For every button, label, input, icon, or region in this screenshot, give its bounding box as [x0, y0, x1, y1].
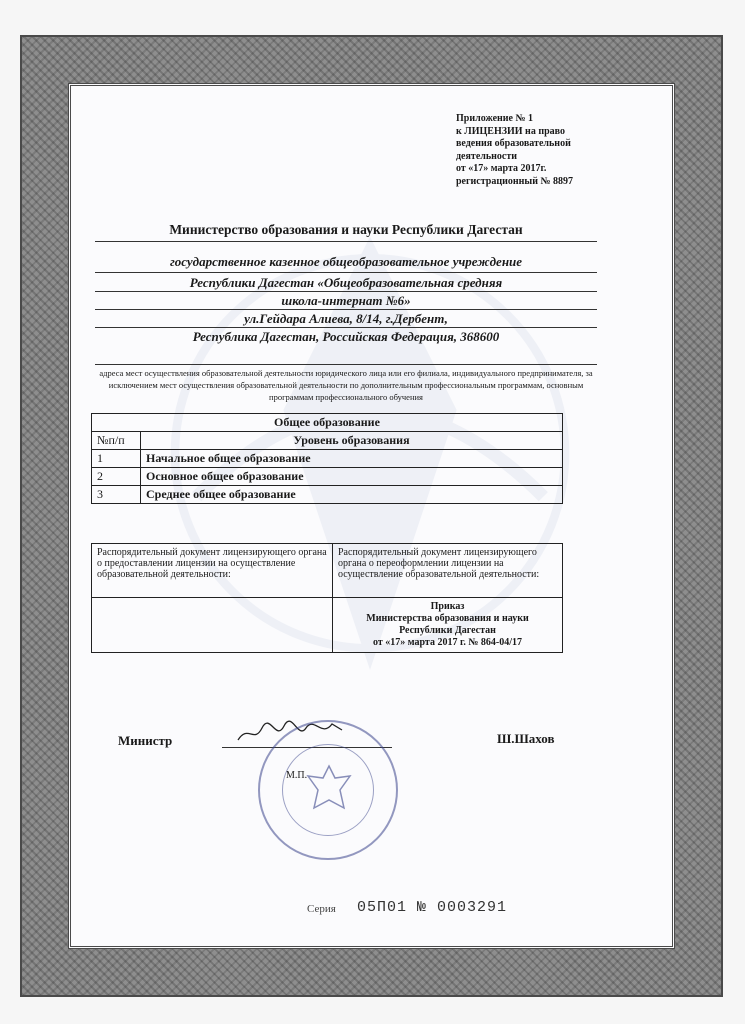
row-level: Начальное общее образование: [141, 450, 563, 468]
order-line-2: Министерства образования и науки: [366, 613, 529, 624]
signatory-name: Ш.Шахов: [497, 731, 555, 746]
education-table: [91, 413, 563, 504]
address-line-1: ул.Гейдара Алиева, 8/14, г.Дербент,: [95, 311, 597, 328]
row-num: 1: [92, 450, 141, 468]
table-row: [92, 450, 563, 468]
series-label: Серия: [307, 903, 336, 915]
column-header-num: №п/п: [92, 432, 141, 450]
address-note: адреса мест осуществления образовательной деятельности юридического лица или его филиала, индивидуального предпринимателя, за исключением мест осуществления образовательной деятельности по дополнительным профессиональным программам, основным программам профессионального обучения: [95, 364, 597, 403]
grant-document-value: [92, 598, 333, 653]
org-line-1: государственное казенное общеобразовательное учреждение: [95, 254, 597, 273]
signatory-title: Министр: [118, 733, 173, 748]
ministry-title: Министерство образования и науки Республики Дагестан: [95, 222, 597, 242]
org-line-2: Республики Дагестан «Общеобразовательная средняя: [95, 275, 597, 292]
appendix-note: Приложение № 1 к ЛИЦЕНЗИИ на право ведения образовательной деятельности от «17» марта 2017г. регистрационный № 8897: [456, 113, 574, 187]
official-seal: [258, 720, 398, 860]
order-line-4: от «17» марта 2017 г. № 864-04/17: [372, 637, 523, 648]
row-num: 3: [92, 486, 141, 504]
row-level: Основное общее образование: [141, 468, 563, 486]
grant-document-header: Распорядительный документ лицензирующего органа о предоставлении лицензии на осуществление образовательной деятельности:: [92, 544, 333, 598]
reissue-document-value: [333, 598, 563, 653]
org-line-3: школа-интернат №6»: [95, 293, 597, 310]
column-header-level: Уровень образования: [141, 432, 563, 450]
address-line-2: Республика Дагестан, Российская Федерация, 368600: [192, 329, 500, 344]
seal-placeholder-mp: М.П.: [286, 770, 308, 781]
row-num: 2: [92, 468, 141, 486]
order-line-1: Приказ: [430, 601, 465, 612]
series-number: 05П01 № 0003291: [357, 899, 508, 916]
documents-table: [91, 543, 563, 653]
education-table-title: Общее образование: [92, 414, 563, 432]
reissue-document-header: Распорядительный документ лицензирующего органа о переоформлении лицензии на осуществление образовательной деятельности:: [333, 544, 563, 598]
table-row: [92, 468, 563, 486]
row-level: Среднее общее образование: [141, 486, 563, 504]
table-row: [92, 486, 563, 504]
order-line-3: Республики Дагестан: [399, 625, 496, 636]
eagle-emblem-icon: [304, 762, 354, 818]
